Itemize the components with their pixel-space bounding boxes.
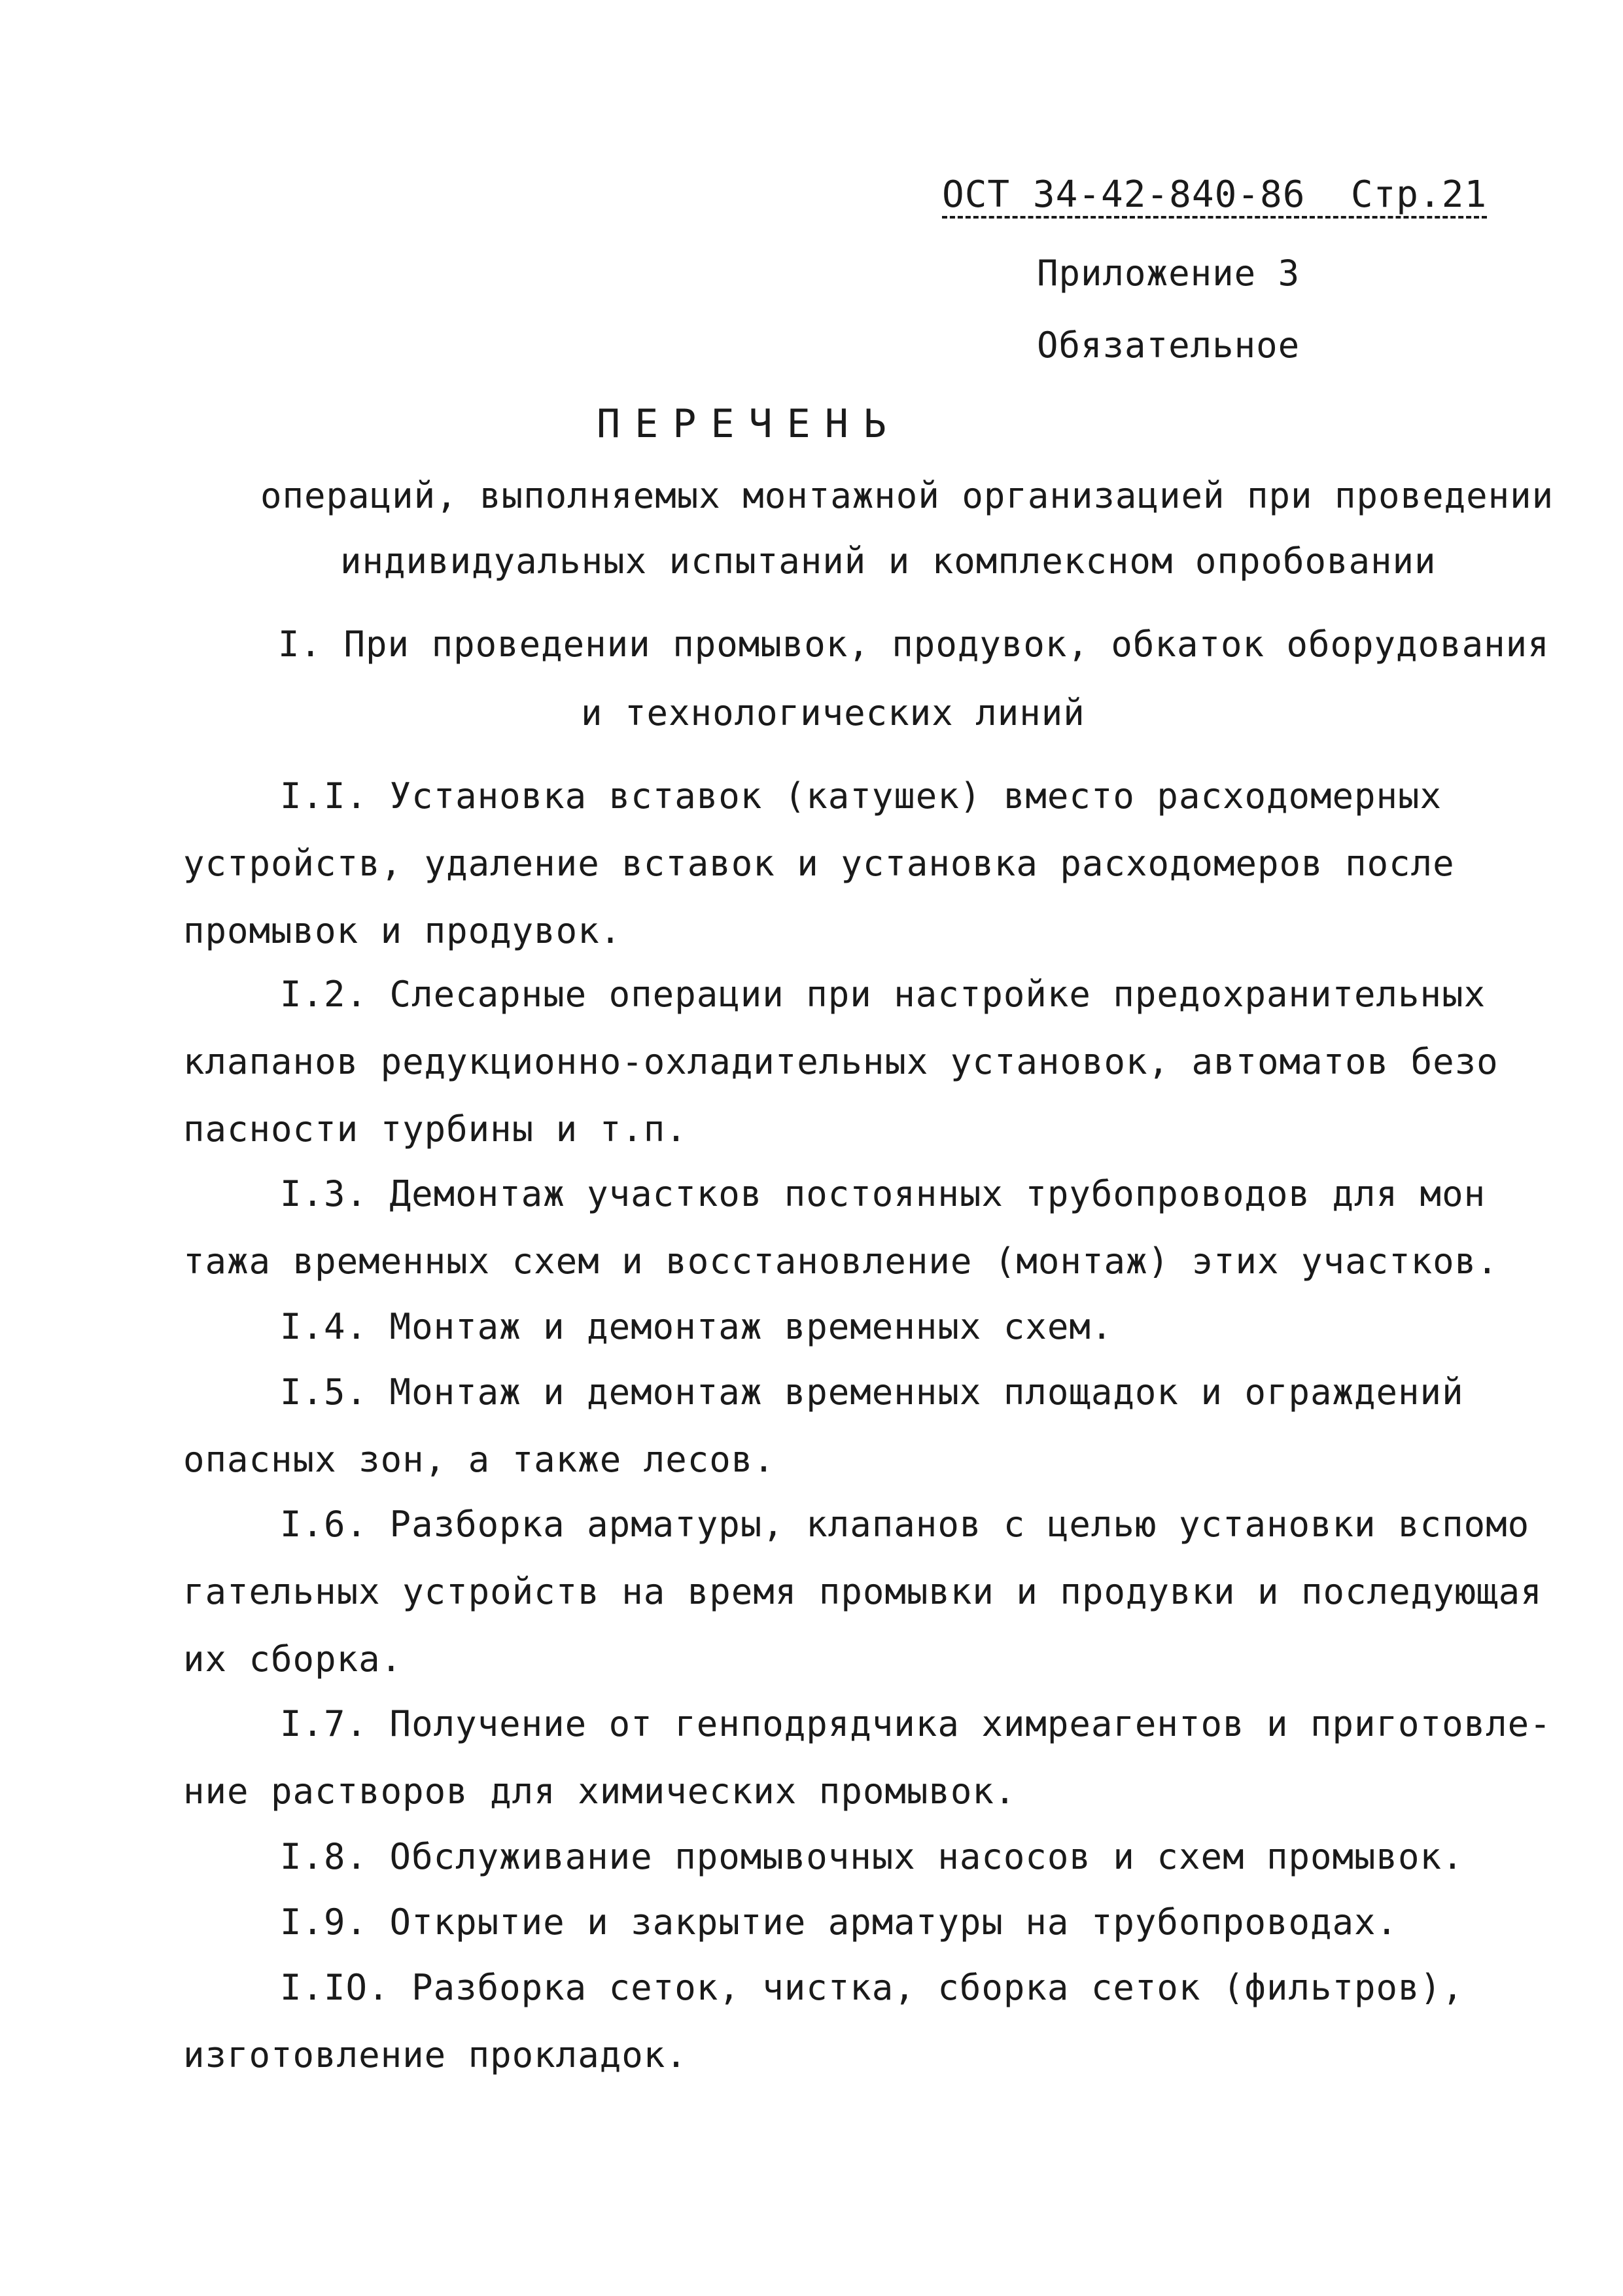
item-1-4-line-1: I.4. Монтаж и демонтаж временных схем. [280,1306,1113,1347]
item-1-2-line-1: I.2. Слесарные операции при настройке предохранительных [280,974,1486,1015]
item-1-9-line-1: I.9. Открытие и закрытие арматуры на трубопроводах. [280,1901,1399,1943]
item-1-2-line-3: пасности турбины и т.п. [183,1108,688,1150]
item-1-6-line-2: гательных устройств на время промывки и продувки и последующая [183,1571,1543,1612]
item-1-10-line-2: изготовление прокладок. [183,2034,688,2075]
item-1-1-line-3: промывок и продувок. [183,910,622,951]
item-1-5-line-2: опасных зон, а также лесов. [183,1439,775,1480]
document-code-header: ОСТ 34-42-840-86 Стр.21 [942,175,1487,219]
item-1-5-line-1: I.5. Монтаж и демонтаж временных площадок и ограждений [280,1371,1464,1413]
item-1-1-line-2: устройств, удаление вставок и установка расходомеров после [183,843,1455,884]
title-subtitle-line-2: индивидуальных испытаний и комплексном опробовании [340,540,1437,582]
document-title: ПЕРЕЧЕНЬ [597,401,901,447]
title-subtitle-line-1: операций, выполняемых монтажной организацией при проведении [260,475,1554,516]
item-1-3-line-1: I.3. Демонтаж участков постоянных трубопроводов для мон [280,1173,1486,1214]
item-1-7-line-2: ние растворов для химических промывок. [183,1771,1017,1812]
item-1-8-line-1: I.8. Обслуживание промывочных насосов и схем промывок. [280,1836,1464,1877]
item-1-10-line-1: I.IO. Разборка сеток, чистка, сборка сеток (фильтров), [280,1967,1464,2008]
appendix-status: Обязательное [1037,325,1300,366]
item-1-6-line-1: I.6. Разборка арматуры, клапанов с целью установки вспомо [280,1504,1530,1545]
section-1-heading-line-1: I. При проведении промывок, продувок, обкаток оборудования [278,624,1550,665]
appendix-label: Приложение 3 [1037,253,1300,294]
item-1-6-line-3: их сборка. [183,1638,403,1680]
section-1-heading-line-2: и технологических линий [581,692,1085,733]
item-1-2-line-2: клапанов редукционно-охладительных установок, автоматов безо [183,1041,1499,1082]
item-1-3-line-2: тажа временных схем и восстановление (монтаж) этих участков. [183,1241,1499,1282]
item-1-1-line-1: I.I. Установка вставок (катушек) вместо расходомерных [280,775,1442,817]
item-1-7-line-1: I.7. Получение от генподрядчика химреагентов и приготовле- [280,1703,1552,1744]
